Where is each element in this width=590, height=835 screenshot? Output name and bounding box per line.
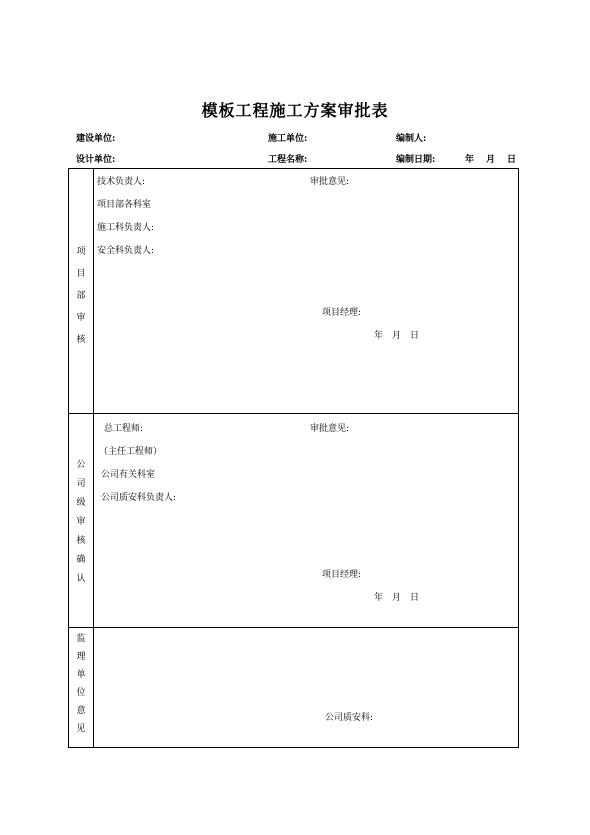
approval-date: 年 月 日	[374, 331, 420, 341]
table-top-border	[68, 168, 519, 169]
compile-date-day: 日	[507, 155, 517, 165]
compile-date-year: 年	[465, 155, 475, 165]
related-dept-label: 公司有关科室	[101, 470, 156, 480]
company-review-label: 公 司 级 审 核 确 认	[76, 460, 86, 584]
table-left-border	[68, 168, 69, 748]
page-title: 模板工程施工方案审批表	[201, 101, 389, 120]
project-manager-label: 项目经理:	[322, 308, 362, 318]
compiler-label: 编制人:	[396, 134, 427, 144]
project-manager-label: 项目经理:	[322, 570, 362, 580]
supervision-opinion-label: 监 理 单 位 意 见	[76, 634, 86, 734]
compile-date-label: 编制日期:	[396, 155, 436, 165]
approval-opinion-label: 审批意见:	[310, 177, 350, 187]
section-divider	[68, 627, 519, 628]
construction-lead-label: 施工科负责人:	[97, 223, 155, 233]
project-review-label: 项 目 部 审 核	[76, 247, 86, 345]
label-column-border	[93, 168, 94, 748]
tech-lead-label: 技术负责人:	[97, 177, 146, 187]
section-divider	[68, 413, 519, 414]
chief-engineer-label: 总工程师:	[104, 424, 144, 434]
approval-date: 年 月 日	[374, 593, 420, 603]
builder-unit-label: 施工单位:	[268, 134, 308, 144]
design-unit-label: 设计单位:	[76, 155, 116, 165]
qa-dept-label: 公司质安科:	[325, 713, 374, 723]
chief-engineer-note: （主任工程师）	[99, 447, 163, 457]
dept-staff-label: 项目部各科室	[97, 200, 152, 210]
construction-unit-label: 建设单位:	[76, 134, 116, 144]
safety-lead-label: 安全科负责人:	[97, 246, 155, 256]
table-right-border	[518, 168, 519, 748]
approval-opinion-label: 审批意见:	[310, 424, 350, 434]
qa-lead-label: 公司质安科负责人:	[101, 493, 177, 503]
table-bottom-border	[68, 747, 519, 748]
compile-date-month: 月	[486, 155, 496, 165]
project-name-label: 工程名称:	[268, 155, 308, 165]
